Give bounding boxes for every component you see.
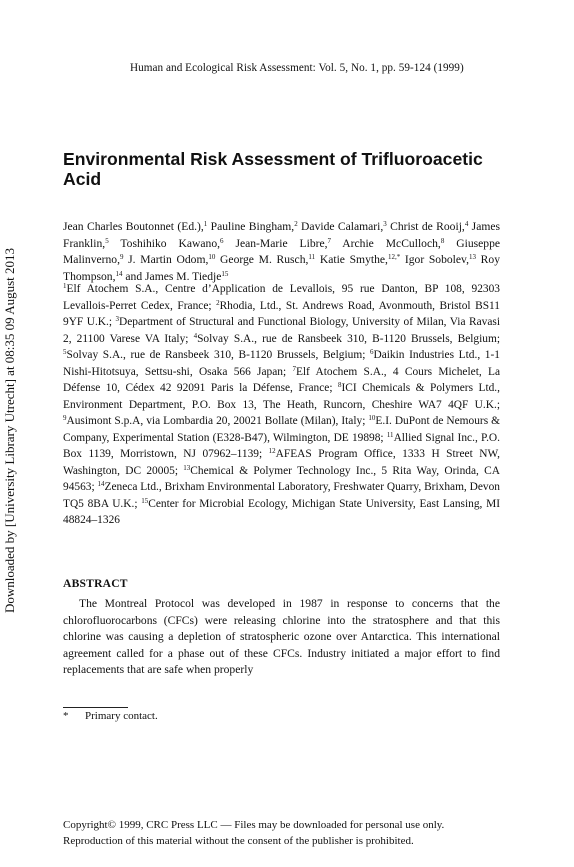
author: Jean Charles Boutonnet (Ed.),$^1$ [63,220,208,233]
author: Christ de Rooij,$^4$ [386,220,469,233]
author: Giuseppe Malinverno,$^9$ [63,236,501,267]
copyright-line: Copyright© 1999, CRC Press LLC — Files may be downloaded for personal use only. [63,819,445,831]
author: James Franklin,$^5$ [63,220,501,250]
copyright-line: Reproduction of this material without the consent of the publisher is prohibited. [63,835,414,848]
affiliation: $^3$Department of Structural and Functional Biology, University of Milan, Via Ravasi 2, 21100 Varese VA Italy; [63,315,500,345]
affiliation-list [63,281,500,529]
affiliation: $^2$Rhodia, Ltd., St. Andrews Road, Avonmouth, Bristol BS11 9YF U.K.; [63,298,500,328]
affiliation: $^{15}$Center for Microbial Ecology, Michigan State University, East Lansing, MI 48824–1326 [63,496,500,526]
paper-title: Environmental Risk Assessment of Trifluoroacetic Acid [63,149,483,189]
affiliation: $^6$Daikin Industries Ltd., 1-1 Nishi-Hitotsuya, Settsu-shi, Osaka 566 Japan; [63,348,500,378]
download-watermark: Downloaded by [University Library Utrecht] at 08:35 09 August 2013 [2,247,17,613]
journal-header: Human and Ecological Risk Assessment: Vol. 5, No. 1, pp. 59-124 (1999) [130,62,464,74]
footnote-mark: * [63,710,69,722]
abstract-text: The Montreal Protocol was developed in 1987 in response to concerns that the chlorofluorocarbons (CFCs) were releasing chlorine into the stratosphere and that this chlorine was causing a depletion of stratospheric ozone over Antarctica. This international agreement called for a phase out of these CFCs. Industry initiated a major effort to find replacements that are safe when properly [63,597,500,677]
author: Igor Sobolev,$^{13}$ [400,253,476,267]
abstract-heading: ABSTRACT [63,577,128,590]
affiliation: $^{12}$AFEAS Program Office, 1333 H Street NW, Washington, DC 20005; [63,447,501,477]
author: and James M. Tiedje$^{15}$ [122,269,229,283]
author: J. Martin Odom,$^{10}$ [123,253,216,267]
author: Archie McCulloch,$^8$ [331,236,445,250]
author-list [63,219,500,285]
affiliation: $^{10}$E.I. DuPont de Nemours & Company, Experimental Station (E328-B47), Wilmington, DE 19898; [63,414,500,444]
author: Roy Thompson,$^{14}$ [63,253,500,283]
author: Jean-Marie Libre,$^7$ [223,236,332,250]
author: Davide Calamari,$^3$ [297,220,387,233]
affiliation: $^1$Elf Atochem S.A., Centre d’Application de Levallois, 95 rue Danton, BP 108, 92303 Levallois-Perret Cedex, France; [63,282,500,312]
author: Toshihiko Kawano,$^6$ [108,236,224,250]
footnote-divider [63,707,128,708]
affiliation: $^7$Elf Atochem S.A., 4 Cours Michelet, La Défense 10, Cédex 42 92091 Paris la Défense, France; [63,364,500,394]
affiliation: $^8$ICI Chemicals & Polymers Ltd., Environment Department, P.O. Box 13, The Heath, Runcorn, Cheshire WA7 4QF U.K.; [63,381,500,411]
footnote [63,710,158,722]
affiliation: $^{14}$Zeneca Ltd., Brixham Environmental Laboratory, Freshwater Quarry, Brixham, Devon TQ5 8BA U.K.; [63,480,500,510]
affiliation: $^{13}$Chemical & Polymer Technology Inc., 5 Rita Way, Orinda, CA 94563; [63,463,500,493]
footnote-text: Primary contact. [85,710,158,722]
author: George M. Rusch,$^{11}$ [215,253,316,267]
affiliation: $^5$Solvay S.A., rue de Ransbeek 310, B-1120 Brussels, Belgium; [63,348,370,361]
author: Pauline Bingham,$^2$ [207,220,298,233]
affiliation: $^9$Ausimont S.p.A, via Lombardia 20, 20021 Bollate (Milan), Italy; [63,414,369,427]
author: Katie Smythe,$^{12,*}$ [315,253,401,267]
affiliation: $^4$Solvay S.A., rue de Ransbeek 310, B-1120 Brussels, Belgium; [193,331,501,345]
affiliation: $^{11}$Allied Signal Inc., P.O. Box 1139, Morristown, NJ 07962–1139; [63,430,500,460]
copyright-notice [63,817,503,850]
